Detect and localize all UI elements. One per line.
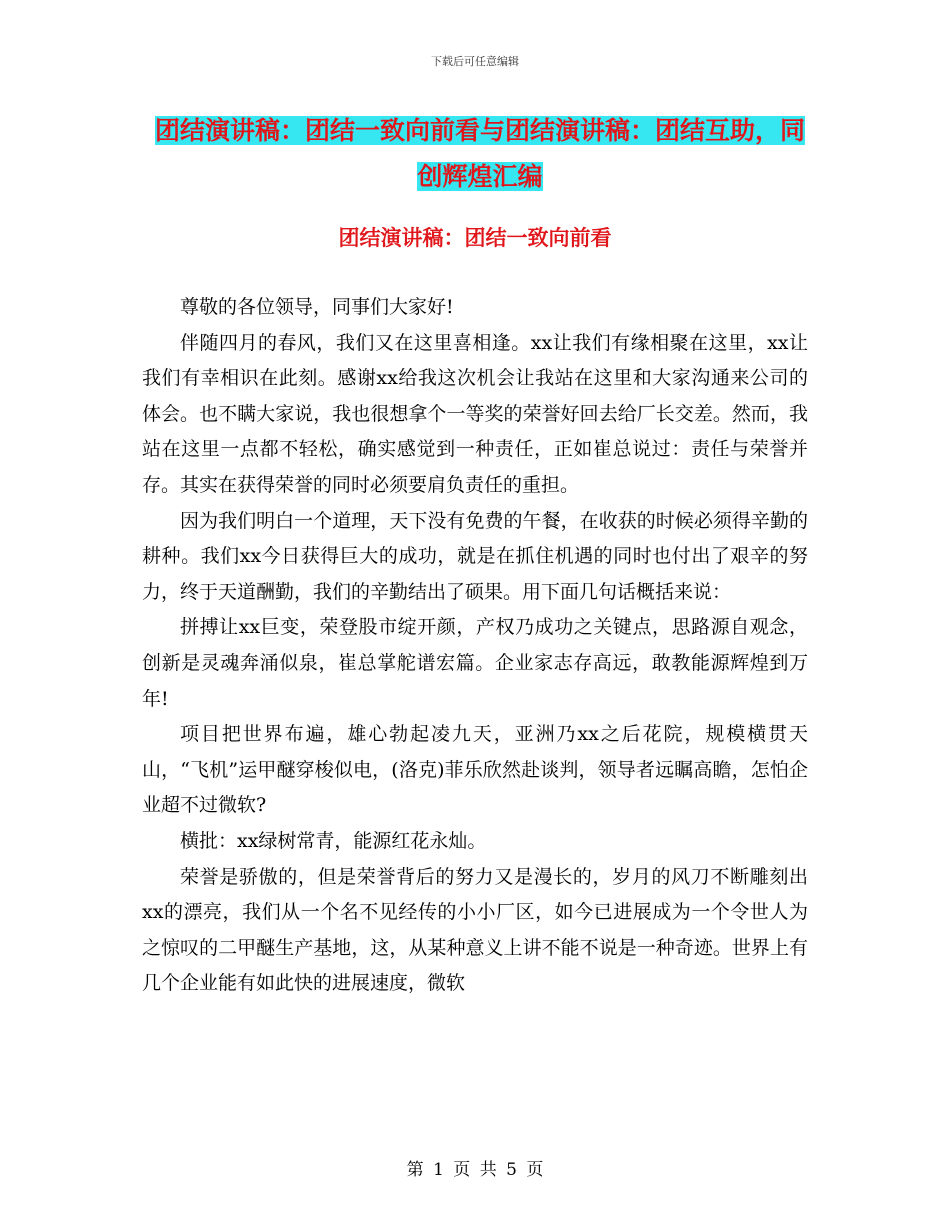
paragraph: 伴随四月的春风，我们又在这里喜相逢。xx让我们有缘相聚在这里，xx让我们有幸相识在此刻。感谢xx给我这次机会让我站在这里和大家沟通来公司的体会。也不瞒大家说，我也很想拿个一等奖的荣誉好回去给厂长交差。然而，我站在这里一点都不轻松，确实感觉到一种责任，正如崔总说过：责任与荣誉并存。其实在获得荣誉的同时必须要肩负责任的重担。: [142, 331, 808, 496]
paragraph: 荣誉是骄傲的，但是荣誉背后的努力又是漫长的，岁月的风刀不断雕刻出xx的漂亮，我们从一个名不见经传的小小厂区，如今已进展成为一个令世人为之惊叹的二甲醚生产基地，这，从某种意义上讲不能不说是一种奇迹。世界上有几个企业能有如此快的进展速度，微软: [142, 865, 808, 995]
document-body: [142, 290, 808, 1002]
header-note: 下载后可任意编辑: [431, 55, 519, 68]
paragraph: 横批：xx绿树常青，能源红花永灿。: [180, 829, 487, 852]
paragraph: 项目把世界布遍，雄心勃起凌九天，亚洲乃xx之后花院，规模横贯天山，“飞机”运甲醚穿梭似电，(洛克)菲乐欣然赴谈判，领导者远瞩高瞻，怎怕企业超不过微软?: [142, 723, 808, 817]
section-title: 团结演讲稿：团结一致向前看: [338, 225, 612, 250]
page-footer: 第 1 页 共 5 页: [406, 1160, 544, 1180]
document-title-text: 团结演讲稿：团结一致向前看与团结演讲稿：团结互助，同创辉煌汇编: [154, 116, 805, 191]
paragraph: 尊敬的各位领导，同事们大家好!: [180, 296, 454, 318]
paragraph: 拼搏让xx巨变，荣登股市绽开颜，产权乃成功之关键点，思路源自观念，创新是灵魂奔涌似泉，崔总掌舵谱宏篇。企业家志存高远，敢教能源辉煌到万年!: [142, 616, 808, 710]
paragraph: 因为我们明白一个道理，天下没有免费的午餐，在收获的时候必须得辛勤的耕种。我们xx今日获得巨大的成功，就是在抓住机遇的同时也付出了艰辛的努力，终于天道酬勤，我们的辛勤结出了硕果。用下面几句话概括来说：: [142, 509, 808, 603]
document-title: [150, 108, 810, 200]
